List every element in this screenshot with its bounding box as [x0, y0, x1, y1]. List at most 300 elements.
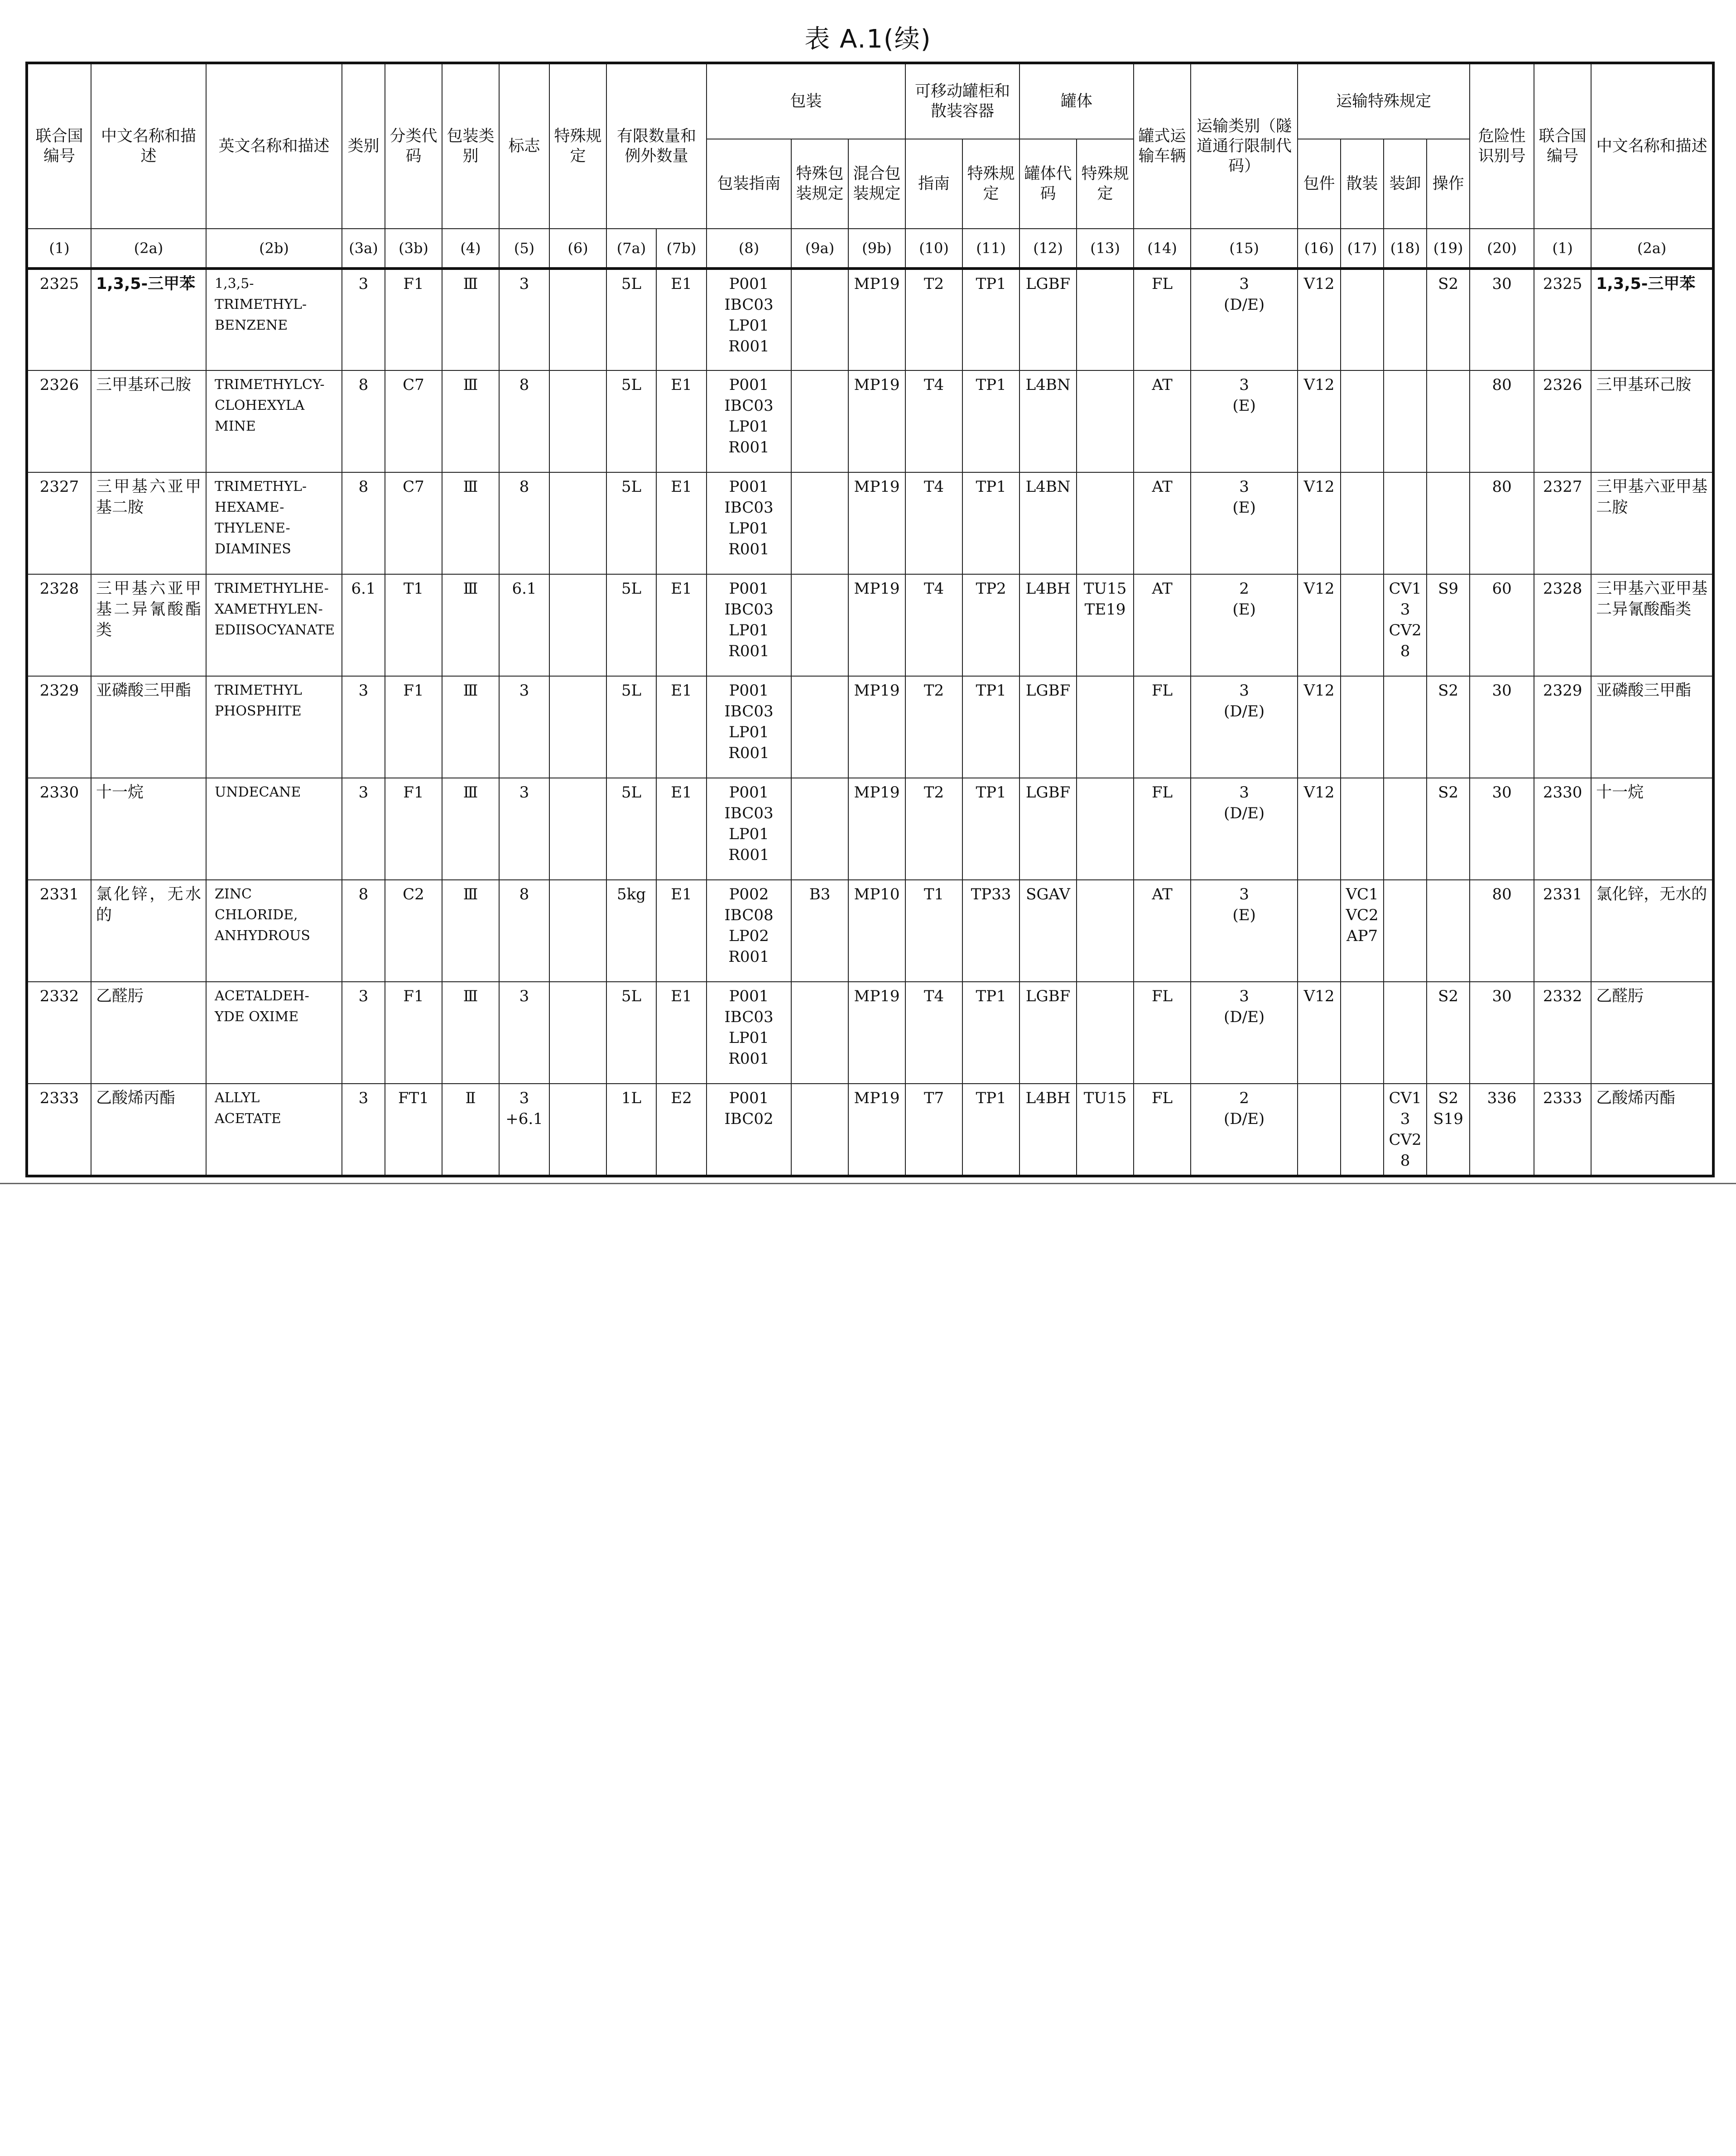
- sp-loading-cell: [1384, 269, 1427, 370]
- class-cell: 8: [342, 472, 385, 574]
- portable-special-cell: TP2: [962, 574, 1019, 676]
- un-number-right-cell: 2327: [1534, 472, 1591, 574]
- sp-bulk-cell: [1341, 1084, 1384, 1176]
- name-zh-right-cell: 亚磷酸三甲酯: [1591, 676, 1713, 778]
- limited-quantity-cell: 5L: [606, 370, 656, 472]
- header-special-packing: 特殊包装规定: [791, 139, 848, 229]
- header-tank: 罐体: [1019, 63, 1134, 139]
- class-code-cell: F1: [385, 778, 442, 880]
- portable-instructions-cell: T4: [905, 370, 962, 472]
- transport-category-cell: 2 (E): [1191, 574, 1298, 676]
- header-label: 标志: [499, 63, 549, 229]
- class-code-cell: F1: [385, 982, 442, 1084]
- portable-instructions-cell: T1: [905, 880, 962, 982]
- name-en-cell: TRIMETHYL PHOSPHITE: [206, 676, 342, 778]
- un-number-cell: 2328: [27, 574, 91, 676]
- tank-code-cell: L4BN: [1019, 472, 1077, 574]
- tank-special-cell: [1077, 982, 1134, 1084]
- header-name-zh: 中文名称和描述: [91, 63, 206, 229]
- class-cell: 8: [342, 370, 385, 472]
- limited-quantity-cell: 5L: [606, 269, 656, 370]
- column-index-cell: (20): [1470, 229, 1534, 269]
- header-portable-tanks: 可移动罐柜和散装容器: [905, 63, 1019, 139]
- excepted-quantity-cell: E1: [656, 472, 707, 574]
- portable-special-cell: TP1: [962, 778, 1019, 880]
- sp-operation-cell: [1427, 370, 1470, 472]
- name-en-cell: 1,3,5- TRIMETHYL- BENZENE: [206, 269, 342, 370]
- sp-bulk-cell: [1341, 676, 1384, 778]
- sp-loading-cell: [1384, 472, 1427, 574]
- sp-packages-cell: V12: [1298, 472, 1341, 574]
- table-row: [27, 676, 1713, 778]
- special-provisions-cell: [549, 269, 606, 370]
- header-name-en: 英文名称和描述: [206, 63, 342, 229]
- column-index-cell: (2a): [1591, 229, 1713, 269]
- column-index-cell: (3a): [342, 229, 385, 269]
- sp-packages-cell: V12: [1298, 676, 1341, 778]
- packing-group-cell: Ⅲ: [442, 676, 499, 778]
- sp-packages-cell: V12: [1298, 982, 1341, 1084]
- tank-vehicle-cell: FL: [1134, 778, 1191, 880]
- transport-category-cell: 3 (E): [1191, 880, 1298, 982]
- tank-special-cell: [1077, 472, 1134, 574]
- tank-special-cell: [1077, 269, 1134, 370]
- column-index-row: [27, 229, 1713, 269]
- portable-special-cell: TP1: [962, 269, 1019, 370]
- mixed-packing-cell: MP19: [848, 778, 905, 880]
- header-tank-vehicle: 罐式运输车辆: [1134, 63, 1191, 229]
- sp-loading-cell: [1384, 880, 1427, 982]
- hazard-id-cell: 80: [1470, 880, 1534, 982]
- transport-category-cell: 3 (D/E): [1191, 676, 1298, 778]
- sp-operation-cell: S2 S19: [1427, 1084, 1470, 1176]
- name-zh-right-cell: 三甲基六亚甲基二胺: [1591, 472, 1713, 574]
- hazard-id-cell: 30: [1470, 982, 1534, 1084]
- tank-vehicle-cell: AT: [1134, 472, 1191, 574]
- packing-instructions-cell: P001 IBC03 LP01 R001: [707, 574, 791, 676]
- packing-group-cell: Ⅲ: [442, 269, 499, 370]
- class-cell: 3: [342, 676, 385, 778]
- column-index-cell: (2b): [206, 229, 342, 269]
- name-zh-right-cell: 氯化锌，无水的: [1591, 880, 1713, 982]
- un-number-right-cell: 2325: [1534, 269, 1591, 370]
- header-tank-code: 罐体代码: [1019, 139, 1077, 229]
- tank-vehicle-cell: FL: [1134, 982, 1191, 1084]
- mixed-packing-cell: MP19: [848, 370, 905, 472]
- special-packing-cell: B3: [791, 880, 848, 982]
- un-number-cell: 2333: [27, 1084, 91, 1176]
- column-index-cell: (17): [1341, 229, 1384, 269]
- limited-quantity-cell: 5L: [606, 472, 656, 574]
- portable-special-cell: TP1: [962, 1084, 1019, 1176]
- hazard-id-cell: 60: [1470, 574, 1534, 676]
- label-cell: 8: [499, 370, 549, 472]
- limited-quantity-cell: 5L: [606, 778, 656, 880]
- sp-packages-cell: V12: [1298, 269, 1341, 370]
- portable-special-cell: TP1: [962, 472, 1019, 574]
- mixed-packing-cell: MP19: [848, 269, 905, 370]
- un-number-cell: 2327: [27, 472, 91, 574]
- name-zh-right-cell: 1,3,5-三甲苯: [1591, 269, 1713, 370]
- name-zh-right-cell: 三甲基六亚甲基二异氰酸酯类: [1591, 574, 1713, 676]
- sp-bulk-cell: [1341, 269, 1384, 370]
- name-zh-cell: 氯化锌，无水的: [91, 880, 206, 982]
- packing-instructions-cell: P001 IBC02: [707, 1084, 791, 1176]
- hazard-id-cell: 80: [1470, 370, 1534, 472]
- hazard-id-cell: 30: [1470, 778, 1534, 880]
- tank-code-cell: LGBF: [1019, 676, 1077, 778]
- name-zh-cell: 十一烷: [91, 778, 206, 880]
- mixed-packing-cell: MP19: [848, 676, 905, 778]
- packing-group-cell: Ⅲ: [442, 370, 499, 472]
- header-name-zh-right: 中文名称和描述: [1591, 63, 1713, 229]
- portable-special-cell: TP1: [962, 370, 1019, 472]
- column-index-cell: (7b): [656, 229, 707, 269]
- sp-packages-cell: V12: [1298, 778, 1341, 880]
- column-index-cell: (6): [549, 229, 606, 269]
- portable-special-cell: TP33: [962, 880, 1019, 982]
- class-cell: 6.1: [342, 574, 385, 676]
- dangerous-goods-table: [25, 62, 1715, 1177]
- un-number-cell: 2325: [27, 269, 91, 370]
- column-index-cell: (13): [1077, 229, 1134, 269]
- special-provisions-cell: [549, 574, 606, 676]
- special-packing-cell: [791, 370, 848, 472]
- tank-code-cell: SGAV: [1019, 880, 1077, 982]
- column-index-cell: (1): [27, 229, 91, 269]
- sp-packages-cell: V12: [1298, 574, 1341, 676]
- special-packing-cell: [791, 982, 848, 1084]
- header-sp-bulk: 散装: [1341, 139, 1384, 229]
- header-special-provisions: 特殊规定: [549, 63, 606, 229]
- packing-group-cell: Ⅲ: [442, 574, 499, 676]
- un-number-right-cell: 2330: [1534, 778, 1591, 880]
- mixed-packing-cell: MP19: [848, 1084, 905, 1176]
- un-number-right-cell: 2329: [1534, 676, 1591, 778]
- column-index-cell: (4): [442, 229, 499, 269]
- name-zh-cell: 三甲基六亚甲基二异氰酸酯类: [91, 574, 206, 676]
- sp-packages-cell: [1298, 880, 1341, 982]
- class-cell: 3: [342, 269, 385, 370]
- column-index-cell: (18): [1384, 229, 1427, 269]
- portable-instructions-cell: T4: [905, 574, 962, 676]
- excepted-quantity-cell: E1: [656, 880, 707, 982]
- hazard-id-cell: 30: [1470, 269, 1534, 370]
- header-portable-special: 特殊规定: [962, 139, 1019, 229]
- special-provisions-cell: [549, 778, 606, 880]
- sp-operation-cell: [1427, 880, 1470, 982]
- name-en-cell: TRIMETHYL- HEXAME- THYLENE- DIAMINES: [206, 472, 342, 574]
- un-number-right-cell: 2332: [1534, 982, 1591, 1084]
- tank-code-cell: LGBF: [1019, 778, 1077, 880]
- name-zh-cell: 1,3,5-三甲苯: [91, 269, 206, 370]
- table-row: [27, 370, 1713, 472]
- class-code-cell: FT1: [385, 1084, 442, 1176]
- sp-loading-cell: [1384, 370, 1427, 472]
- transport-category-cell: 3 (E): [1191, 370, 1298, 472]
- portable-special-cell: TP1: [962, 982, 1019, 1084]
- excepted-quantity-cell: E1: [656, 676, 707, 778]
- special-packing-cell: [791, 1084, 848, 1176]
- header-special-transport-provisions: 运输特殊规定: [1298, 63, 1470, 139]
- portable-special-cell: TP1: [962, 676, 1019, 778]
- sp-operation-cell: [1427, 472, 1470, 574]
- tank-special-cell: [1077, 778, 1134, 880]
- table-row: [27, 574, 1713, 676]
- label-cell: 3: [499, 269, 549, 370]
- limited-quantity-cell: 5kg: [606, 880, 656, 982]
- tank-code-cell: L4BH: [1019, 1084, 1077, 1176]
- tank-special-cell: TU15 TE19: [1077, 574, 1134, 676]
- table-row: [27, 880, 1713, 982]
- header-packing-instructions: 包装指南: [707, 139, 791, 229]
- portable-instructions-cell: T7: [905, 1084, 962, 1176]
- packing-group-cell: Ⅲ: [442, 472, 499, 574]
- transport-category-cell: 3 (D/E): [1191, 982, 1298, 1084]
- column-index-cell: (16): [1298, 229, 1341, 269]
- portable-instructions-cell: T4: [905, 982, 962, 1084]
- transport-category-cell: 3 (D/E): [1191, 269, 1298, 370]
- special-packing-cell: [791, 269, 848, 370]
- class-code-cell: C7: [385, 370, 442, 472]
- excepted-quantity-cell: E2: [656, 1084, 707, 1176]
- limited-quantity-cell: 5L: [606, 982, 656, 1084]
- tank-vehicle-cell: FL: [1134, 676, 1191, 778]
- portable-instructions-cell: T2: [905, 778, 962, 880]
- tank-code-cell: L4BN: [1019, 370, 1077, 472]
- name-zh-right-cell: 乙醛肟: [1591, 982, 1713, 1084]
- excepted-quantity-cell: E1: [656, 370, 707, 472]
- column-index-cell: (10): [905, 229, 962, 269]
- limited-quantity-cell: 5L: [606, 676, 656, 778]
- column-index-cell: (8): [707, 229, 791, 269]
- class-cell: 3: [342, 982, 385, 1084]
- table-body: [27, 269, 1713, 1176]
- class-code-cell: F1: [385, 269, 442, 370]
- label-cell: 3 +6.1: [499, 1084, 549, 1176]
- header-packing: 包装: [707, 63, 905, 139]
- special-provisions-cell: [549, 676, 606, 778]
- special-provisions-cell: [549, 472, 606, 574]
- sp-bulk-cell: [1341, 370, 1384, 472]
- limited-quantity-cell: 1L: [606, 1084, 656, 1176]
- un-number-right-cell: 2328: [1534, 574, 1591, 676]
- name-zh-right-cell: 乙酸烯丙酯: [1591, 1084, 1713, 1176]
- mixed-packing-cell: MP19: [848, 574, 905, 676]
- column-index-cell: (14): [1134, 229, 1191, 269]
- sp-loading-cell: CV13 CV28: [1384, 574, 1427, 676]
- column-index-cell: (19): [1427, 229, 1470, 269]
- label-cell: 3: [499, 778, 549, 880]
- header-un-no: 联合国编号: [27, 63, 91, 229]
- sp-loading-cell: [1384, 676, 1427, 778]
- header-un-no-right: 联合国编号: [1534, 63, 1591, 229]
- hazard-id-cell: 336: [1470, 1084, 1534, 1176]
- name-en-cell: UNDECANE: [206, 778, 342, 880]
- transport-category-cell: 2 (D/E): [1191, 1084, 1298, 1176]
- packing-instructions-cell: P001 IBC03 LP01 R001: [707, 370, 791, 472]
- header-hazard-id: 危险性识别号: [1470, 63, 1534, 229]
- portable-instructions-cell: T2: [905, 269, 962, 370]
- excepted-quantity-cell: E1: [656, 574, 707, 676]
- mixed-packing-cell: MP19: [848, 472, 905, 574]
- packing-instructions-cell: P001 IBC03 LP01 R001: [707, 676, 791, 778]
- special-provisions-cell: [549, 880, 606, 982]
- class-cell: 8: [342, 880, 385, 982]
- tank-vehicle-cell: AT: [1134, 880, 1191, 982]
- sp-operation-cell: S2: [1427, 676, 1470, 778]
- class-cell: 3: [342, 778, 385, 880]
- tank-special-cell: TU15: [1077, 1084, 1134, 1176]
- un-number-right-cell: 2331: [1534, 880, 1591, 982]
- header-tank-special: 特殊规定: [1077, 139, 1134, 229]
- header-limited-quantities: 有限数量和例外数量: [606, 63, 707, 229]
- page-title: 表 A.1(续): [804, 24, 932, 54]
- sp-operation-cell: S9: [1427, 574, 1470, 676]
- sp-loading-cell: CV13 CV28: [1384, 1084, 1427, 1176]
- sp-bulk-cell: [1341, 472, 1384, 574]
- header-sp-loading: 装卸: [1384, 139, 1427, 229]
- tank-special-cell: [1077, 676, 1134, 778]
- name-en-cell: ZINC CHLORIDE, ANHYDROUS: [206, 880, 342, 982]
- packing-instructions-cell: P001 IBC03 LP01 R001: [707, 472, 791, 574]
- un-number-cell: 2330: [27, 778, 91, 880]
- column-index-cell: (15): [1191, 229, 1298, 269]
- sp-operation-cell: S2: [1427, 778, 1470, 880]
- sp-bulk-cell: [1341, 778, 1384, 880]
- name-en-cell: ACETALDEH- YDE OXIME: [206, 982, 342, 1084]
- header-class-code: 分类代码: [385, 63, 442, 229]
- name-zh-right-cell: 三甲基环己胺: [1591, 370, 1713, 472]
- page-bottom-rule: [0, 1183, 1736, 1184]
- column-index-cell: (9a): [791, 229, 848, 269]
- sp-operation-cell: S2: [1427, 982, 1470, 1084]
- un-number-cell: 2329: [27, 676, 91, 778]
- packing-group-cell: Ⅲ: [442, 778, 499, 880]
- header-class: 类别: [342, 63, 385, 229]
- transport-category-cell: 3 (E): [1191, 472, 1298, 574]
- table-row: [27, 269, 1713, 370]
- header-sp-operation: 操作: [1427, 139, 1470, 229]
- class-code-cell: F1: [385, 676, 442, 778]
- column-index-cell: (5): [499, 229, 549, 269]
- column-index-cell: (3b): [385, 229, 442, 269]
- column-index-cell: (7a): [606, 229, 656, 269]
- special-provisions-cell: [549, 370, 606, 472]
- header-transport-category: 运输类别（隧道通行限制代码）: [1191, 63, 1298, 229]
- table-row: [27, 472, 1713, 574]
- header-mixed-packing: 混合包装规定: [848, 139, 905, 229]
- table-row: [27, 1084, 1713, 1176]
- table-row: [27, 982, 1713, 1084]
- sp-bulk-cell: [1341, 574, 1384, 676]
- hazard-id-cell: 80: [1470, 472, 1534, 574]
- tank-special-cell: [1077, 880, 1134, 982]
- excepted-quantity-cell: E1: [656, 778, 707, 880]
- special-packing-cell: [791, 778, 848, 880]
- tank-vehicle-cell: AT: [1134, 370, 1191, 472]
- tank-vehicle-cell: FL: [1134, 269, 1191, 370]
- special-packing-cell: [791, 574, 848, 676]
- label-cell: 3: [499, 982, 549, 1084]
- excepted-quantity-cell: E1: [656, 269, 707, 370]
- special-packing-cell: [791, 676, 848, 778]
- hazard-id-cell: 30: [1470, 676, 1534, 778]
- packing-instructions-cell: P002 IBC08 LP02 R001: [707, 880, 791, 982]
- column-index-cell: (2a): [91, 229, 206, 269]
- label-cell: 3: [499, 676, 549, 778]
- dangerous-goods-table-container: [25, 62, 1712, 1177]
- sp-packages-cell: [1298, 1084, 1341, 1176]
- sp-bulk-cell: VC1 VC2 AP7: [1341, 880, 1384, 982]
- header-packing-group: 包装类别: [442, 63, 499, 229]
- un-number-cell: 2326: [27, 370, 91, 472]
- name-en-cell: ALLYL ACETATE: [206, 1084, 342, 1176]
- mixed-packing-cell: MP19: [848, 982, 905, 1084]
- packing-group-cell: Ⅱ: [442, 1084, 499, 1176]
- un-number-right-cell: 2326: [1534, 370, 1591, 472]
- sp-packages-cell: V12: [1298, 370, 1341, 472]
- special-packing-cell: [791, 472, 848, 574]
- special-provisions-cell: [549, 982, 606, 1084]
- tank-code-cell: LGBF: [1019, 982, 1077, 1084]
- class-code-cell: C7: [385, 472, 442, 574]
- transport-category-cell: 3 (D/E): [1191, 778, 1298, 880]
- name-zh-right-cell: 十一烷: [1591, 778, 1713, 880]
- table-row: [27, 778, 1713, 880]
- name-zh-cell: 三甲基环己胺: [91, 370, 206, 472]
- excepted-quantity-cell: E1: [656, 982, 707, 1084]
- name-en-cell: TRIMETHYLCY- CLOHEXYLA MINE: [206, 370, 342, 472]
- portable-instructions-cell: T2: [905, 676, 962, 778]
- tank-code-cell: L4BH: [1019, 574, 1077, 676]
- name-en-cell: TRIMETHYLHE- XAMETHYLEN- EDIISOCYANATE: [206, 574, 342, 676]
- class-code-cell: C2: [385, 880, 442, 982]
- packing-group-cell: Ⅲ: [442, 982, 499, 1084]
- column-index-cell: (1): [1534, 229, 1591, 269]
- label-cell: 8: [499, 472, 549, 574]
- label-cell: 8: [499, 880, 549, 982]
- sp-loading-cell: [1384, 778, 1427, 880]
- column-index-cell: (9b): [848, 229, 905, 269]
- tank-code-cell: LGBF: [1019, 269, 1077, 370]
- un-number-right-cell: 2333: [1534, 1084, 1591, 1176]
- label-cell: 6.1: [499, 574, 549, 676]
- class-code-cell: T1: [385, 574, 442, 676]
- sp-loading-cell: [1384, 982, 1427, 1084]
- column-index-cell: (12): [1019, 229, 1077, 269]
- column-index-cell: (11): [962, 229, 1019, 269]
- mixed-packing-cell: MP10: [848, 880, 905, 982]
- header-sp-packages: 包件: [1298, 139, 1341, 229]
- name-zh-cell: 三甲基六亚甲基二胺: [91, 472, 206, 574]
- packing-instructions-cell: P001 IBC03 LP01 R001: [707, 982, 791, 1084]
- name-zh-cell: 乙酸烯丙酯: [91, 1084, 206, 1176]
- sp-operation-cell: S2: [1427, 269, 1470, 370]
- portable-instructions-cell: T4: [905, 472, 962, 574]
- header-portable-instructions: 指南: [905, 139, 962, 229]
- limited-quantity-cell: 5L: [606, 574, 656, 676]
- special-provisions-cell: [549, 1084, 606, 1176]
- packing-instructions-cell: P001 IBC03 LP01 R001: [707, 269, 791, 370]
- un-number-cell: 2332: [27, 982, 91, 1084]
- tank-vehicle-cell: FL: [1134, 1084, 1191, 1176]
- packing-group-cell: Ⅲ: [442, 880, 499, 982]
- name-zh-cell: 乙醛肟: [91, 982, 206, 1084]
- un-number-cell: 2331: [27, 880, 91, 982]
- tank-vehicle-cell: AT: [1134, 574, 1191, 676]
- sp-bulk-cell: [1341, 982, 1384, 1084]
